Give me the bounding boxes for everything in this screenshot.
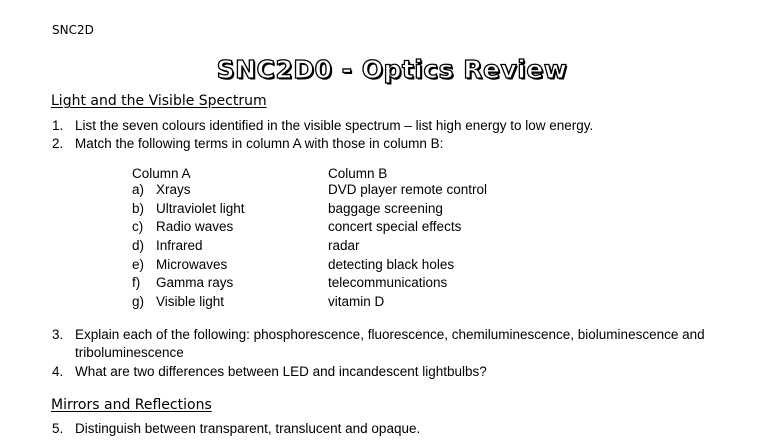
section-heading-mirrors: Mirrors and Reflections [51,397,212,413]
question-text: Explain each of the following: phosphorescence, fluorescence, chemiluminescence, bioluminescence and triboluminescence [75,327,705,360]
question-text: What are two differences between LED and incandescent lightbulbs? [75,364,487,379]
column-b-item: vitamin D [328,294,385,309]
item-letter: g) [132,294,145,309]
question-number: 5. [52,421,64,436]
column-b-item: detecting black holes [328,257,455,272]
question-number: 1. [52,118,64,133]
column-b-header: Column B [328,166,388,181]
item-letter: a) [132,182,145,197]
question-text: Distinguish between transparent, translucent and opaque. [75,421,421,436]
item-letter: d) [132,238,145,253]
course-code: SNC2D [52,23,94,37]
question-text: List the seven colours identified in the visible spectrum – list high energy to low energy. [75,118,594,133]
page-title: SNC2D0 - Optics Review [216,55,568,84]
column-b-item: DVD player remote control [328,182,488,197]
column-b-item: baggage screening [328,201,443,216]
column-a-header: Column A [132,166,191,181]
item-term: Ultraviolet light [156,201,245,216]
question-text: Match the following terms in column A with those in column B: [75,136,444,151]
item-letter: c) [132,219,144,234]
item-term: Visible light [156,294,225,309]
column-b-item: concert special effects [328,219,462,234]
question-number: 3. [52,327,64,342]
question-number: 4. [52,364,64,379]
item-term: Xrays [156,182,191,197]
question-number: 2. [52,136,64,151]
item-letter: e) [132,257,145,272]
item-letter: b) [132,201,145,216]
item-term: Infrared [156,238,203,253]
column-b-item: radar [328,238,360,253]
item-letter: f) [132,275,141,290]
item-term: Gamma rays [156,275,234,290]
item-term: Microwaves [156,257,228,272]
section-heading-light: Light and the Visible Spectrum [51,93,267,109]
item-term: Radio waves [156,219,234,234]
column-b-item: telecommunications [328,275,448,290]
